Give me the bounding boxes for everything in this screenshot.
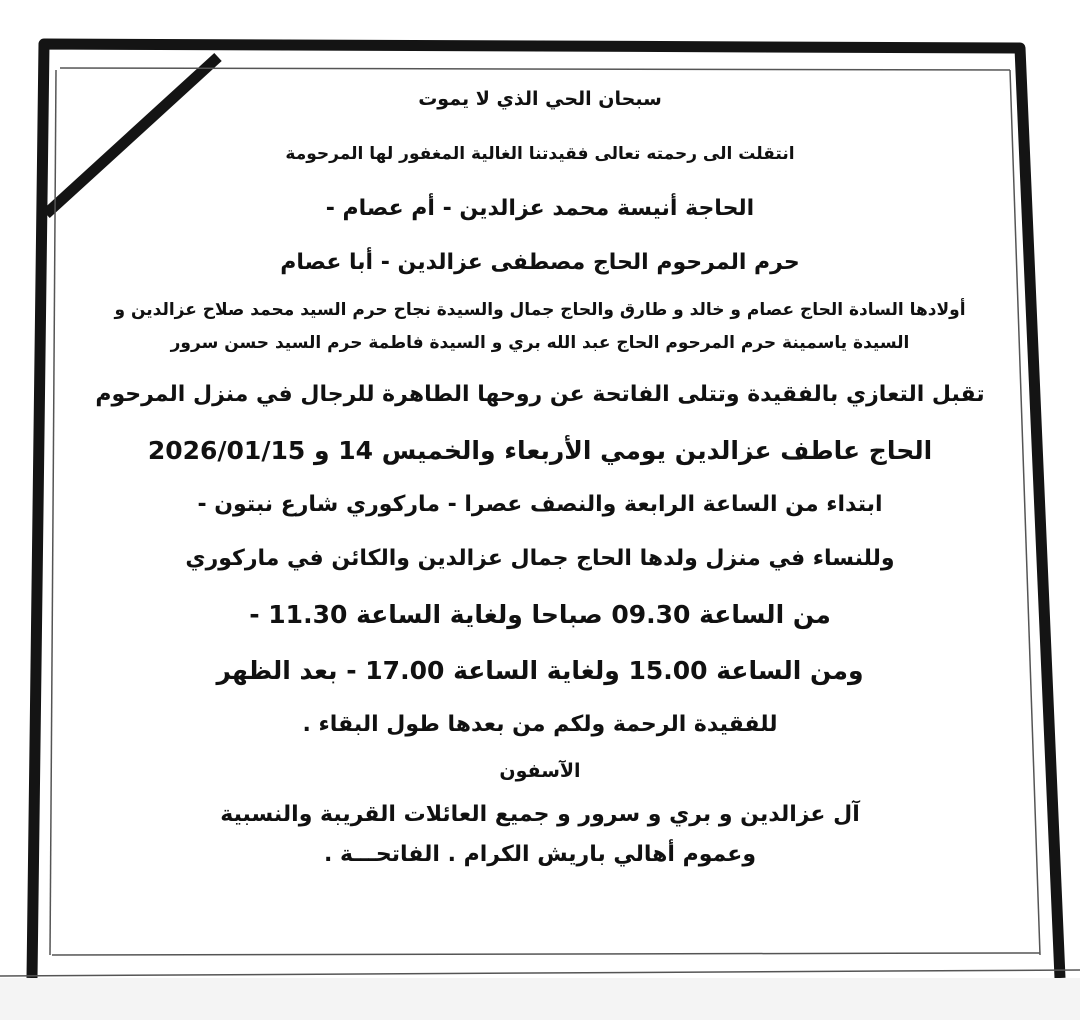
children-line-2: السيدة ياسمينة حرم المرحوم الحاج عبد الله بري و السيدة فاطمة حرم السيد حسن سرور	[170, 333, 910, 353]
condolences-line-2: الحاج عاطف عزالدين يومي الأربعاء والخميس 14 و 2026/01/15	[147, 436, 933, 465]
families-line-2: وعموم أهالي باريش الكرام . الفاتحـــة .	[323, 842, 757, 867]
women-line: وللنساء في منزل ولدها الحاج جمال عزالدين والكائن في ماركوري	[185, 546, 895, 571]
families-line-1: آل عزالدين و بري و سرور و جميع العائلات القريبة والنسبية	[220, 802, 860, 827]
time-morning: من الساعة 09.30 صباحا ولغاية الساعة 11.30 -	[249, 600, 831, 629]
children-line-1: أولادها السادة الحاج عصام و خالد و طارق والحاج جمال والسيدة نجاح حرم السيد محمد صلاح عزالدين و	[114, 300, 966, 320]
condolences-line-1: تقبل التعازي بالفقيدة وتتلى الفاتحة عن روحها الطاهرة للرجال في منزل المرحوم	[95, 382, 985, 407]
deceased-name: الحاجة أنيسة محمد عزالدين - أم عصام -	[325, 196, 755, 221]
condolences-line-3: ابتداء من الساعة الرابعة والنصف عصرا - ماركوري شارع نبتون -	[197, 492, 883, 517]
time-afternoon: ومن الساعة 15.00 ولغاية الساعة 17.00 - بعد الظهر	[216, 656, 864, 685]
prayer-line: للفقيدة الرحمة ولكم من بعدها طول البقاء .	[302, 712, 778, 737]
mourners-label: الآسفون	[499, 760, 581, 782]
header-verse: سبحان الحي الذي لا يموت	[418, 88, 662, 110]
intro-line: انتقلت الى رحمته تعالى فقيدتنا الغالية المغفور لها المرحومة	[285, 144, 795, 164]
spouse-line: حرم المرحوم الحاج مصطفى عزالدين - أبا عصام	[280, 250, 800, 275]
